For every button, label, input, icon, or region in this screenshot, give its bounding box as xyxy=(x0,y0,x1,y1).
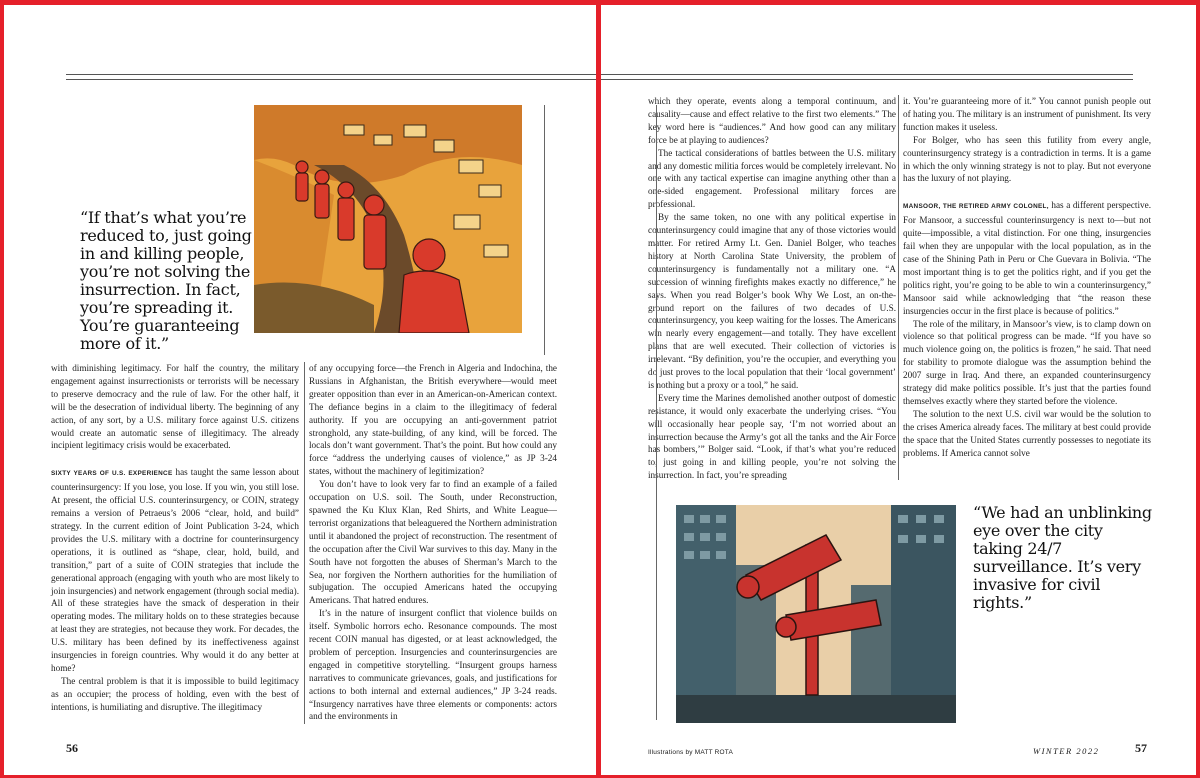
paragraph: It’s in the nature of insurgent conflict that violence builds on itself. Symbolic horrors echo. Resonance compounds. The most recent COIN manual has digested, or at least acknowledged, the problem of perception. Insurgencies and counterinsurgencies are engaged in competitive storytelling. “Insurgent groups harness narratives to communicate grievances, goals, and justifications for actions to both internal and external audiences,” JP 3-24 reads. “Insurgency narratives have three elements or components: actors and the environments in xyxy=(309,608,557,722)
lead-in: MANSOOR, THE RETIRED ARMY COLONEL, xyxy=(903,203,1049,211)
paragraph: which they operate, events along a temporal continuum, and causality—cause and effect relative to the first two elements.” The key word here is “audiences.” And how good can any military force be at playing to audiences? xyxy=(648,96,896,145)
paragraph: Every time the Marines demolished another outpost of domestic resistance, it would only exacerbate the underlying crises. “You will occasionally hear people say, ‘I’m not worried about an insurrection because the Army’s got all the tanks and the Air Force has bombers,’” Bolger said. “Look, if that’s what you’re reduced to, just going in and killing people, you’re not solving the insurrection. In fact, you’re spreading xyxy=(648,392,896,481)
paragraph: of any occupying force—the French in Algeria and Indochina, the Russians in Afghanistan, the British everywhere—would meet greater opposition than ever in an American-on-American context. The defiance begins in a claim to the illegitimacy of federal authority. If you are occupying an anti-government patriot stronghold, any state-building, of any kind, will be forced. The locals don’t want government. That’s the point. But how could any force “address the underlying causes of violence,” as JP 3-24 states, without the machinery of legitimization? xyxy=(309,363,557,477)
top-rule xyxy=(601,74,1133,80)
illustration-credit: Illustrations by MATT ROTA xyxy=(648,749,734,756)
paragraph: By the same token, no one with any political expertise in counterinsurgency could imagine that any of those victories would matter. For retired Army Lt. Gen. Daniel Bolger, who teaches history at North Carolina State University, the problem of counterinsurgency is fundamentally not a military one. “A succession of winning firefights makes exactly no difference,” he says. When you read Bolger’s book Why We Lost, an on-the-ground report on the failures of two decades of U.S. counterinsurgency, you keep waiting for the losses. The Americans win nearly every engagement—and totally. They have excellent plans that are well executed. Their collection of victories is irrelevant. “By definition, you’re the occupier, and everything you do just proves to the local population that their ‘local government’ is nothing but a proxy or a tool,” he said. xyxy=(648,212,896,390)
paragraph xyxy=(51,466,299,675)
paragraph: The solution to the next U.S. civil war would be the solution to the crises America already faces. The military at best could provide the space that the United States currently possesses to negotiate its problems. If America cannot solve xyxy=(903,408,1151,458)
paragraph: with diminishing legitimacy. For half the country, the military engagement against insurrectionists or terrorists will be necessary to preserve democracy and the rule of law. For the other half, it will be the desecration of individual liberty. The beginning of any action, of any sort, by a U.S. military force against U.S. citizens would create an automatic sense of illegitimacy. The already incipient legitimacy crisis would be exacerbated. xyxy=(51,363,299,451)
page-number: 56 xyxy=(66,741,78,755)
top-rule xyxy=(66,74,596,80)
right-column-2 xyxy=(903,95,1151,459)
left-page xyxy=(4,5,596,775)
paragraph: The tactical considerations of battles between the U.S. military and any domestic militia forces would be completely irrelevant. No one with any tactical expertise can imagine anything other than a one-sided engagement. Professional military forces are professional. xyxy=(648,147,896,210)
soldiers-illustration xyxy=(254,105,522,333)
right-column-1 xyxy=(648,95,896,482)
lead-in: SIXTY YEARS OF U.S. EXPERIENCE xyxy=(51,470,173,478)
right-page xyxy=(601,5,1196,775)
issue-label: WINTER 2022 xyxy=(1033,746,1100,756)
paragraph-text: has a different perspective. For Mansoor, a successful counterinsurgency is next to—but not quite—impossible, a vital distinction. For one thing, insurgencies fail when they are unpopular with the local population, as in the case of the Shining Path in Peru or Che Guevara in Bolivia. “The most important thing is to get the politics right, and if you get the politics right, you’re going to be able to win a counterinsurgency,” Mansoor said while acknowledging that “the reason these insurgencies occur in the first place is because of politics.” xyxy=(903,200,1151,316)
column-divider xyxy=(898,95,899,480)
surveillance-cameras-illustration xyxy=(676,505,956,723)
column-divider xyxy=(544,105,545,355)
page-number: 57 xyxy=(1135,741,1147,755)
column-divider xyxy=(656,105,657,720)
paragraph: The central problem is that it is impossible to build legitimacy as an occupier; the process of holding, even with the best of intentions, is humiliating and disruptive. The illegitimacy xyxy=(51,675,299,712)
paragraph: The role of the military, in Mansoor’s view, is to clamp down on violence so that political progress can be made. “If you have so much violence going on, the politics is frozen,” he said. That need for stability to promote dialogue was the assumption behind the 2007 surge in Iraq. And there, an expanded counterinsurgency strategy did make politics possible. It’s just that the parties found themselves exactly where they started before the violence. xyxy=(903,318,1151,406)
left-column-1 xyxy=(51,362,299,714)
paragraph-text: has taught the same lesson about counterinsurgency: If you lose, you lose. If you win, you still lose. At present, the official U.S. counterinsurgency, or COIN, strategy remains a version of Petraeus’s 2006 “clear, hold, and build” strategy. In the current edition of Joint Publication 3-24, which provides the U.S. military with a doctrine for counterinsurgency operations, it is outlined as “shape, clear, hold, build, and transition,” part of a suite of COIN strategies that include the generational approach (engaging with youth who are most likely to join insurgencies) and network engagement (through social media). All of these strategies have the smack of desperation in their operating modes. The military holds on to these strategies because at least they are strategies, not because they work. For decades, the U.S. military has been defined by its ineffectiveness against insurgencies in foreign countries. Why would it do any better at home? xyxy=(51,467,299,673)
paragraph: You don’t have to look very far to find an example of a failed occupation on U.S. soil. The South, under Reconstruction, spawned the Ku Klux Klan, Red Shirts, and White League—terrorist organizations that beleaguered the Northern administration until it abandoned the project of reconstruction. The resentment of the occupation after the Civil War survives to this day. Many in the South have not forgotten the abuses of Sherman’s March to the Sea, nor forgiven the Northern authorities for the humiliation of subjugation. The occupied Americans hated the occupying Americans. That hatred endures. xyxy=(309,479,557,606)
paragraph: For Bolger, who has seen this futility from every angle, counterinsurgency strategy is a contradiction in terms. It is a game in which the only winning strategy is not to play. But not everyone has the luxury of not playing. xyxy=(903,134,1151,184)
column-divider xyxy=(304,362,305,724)
pull-quote: “If that’s what you’re reduced to, just going in and killing people, you’re not solving the insurrection. In fact, you’re spreading it. You’re guaranteeing more of it.” xyxy=(80,208,252,353)
paragraph: it. You’re guaranteeing more of it.” You cannot punish people out of hating you. The military is an instrument of punishment. Its very function makes it useless. xyxy=(903,96,1151,132)
paragraph xyxy=(903,199,1151,317)
pull-quote: “We had an unblinking eye over the city taking 24/7 surveillance. It’s very invasive for civil rights.” xyxy=(973,503,1152,612)
left-column-2 xyxy=(309,362,557,723)
